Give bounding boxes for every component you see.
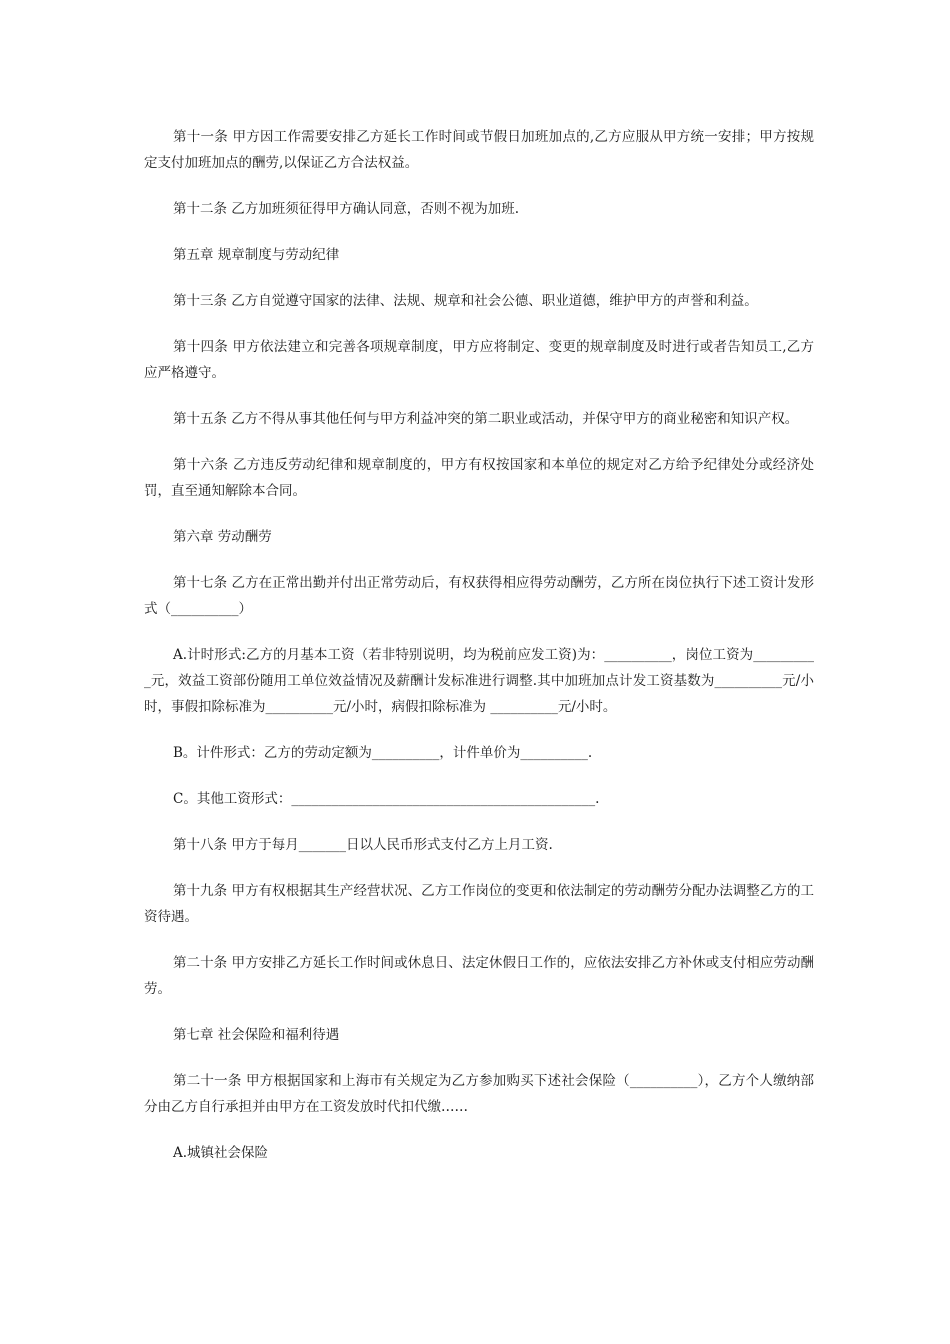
item-a-hourly-wage: A.计时形式:乙方的月基本工资（若非特别说明，均为税前应发工资)为：__________，岗位工资为__________元，效益工资部份随用工单位效益情况及薪酬计发标准进行调整.其中加班加点计发工资基数为__________元/小时，事假扣除标准为__________元/小时，病假扣除标准为 __________元/小时。	[144, 647, 814, 715]
item-a-urban-insurance: A.城镇社会保险	[173, 1145, 269, 1161]
article-19: 第十九条 甲方有权根据其生产经营状况、乙方工作岗位的变更和依法制定的劳动酬劳分配办法调整乙方的工资待遇。	[144, 883, 814, 925]
article-15: 第十五条 乙方不得从事其他任何与甲方利益冲突的第二职业或活动，并保守甲方的商业秘密和知识产权。	[173, 411, 799, 427]
chapter-6-heading: 第六章 劳动酬劳	[173, 529, 272, 545]
article-16: 第十六条 乙方违反劳动纪律和规章制度的，甲方有权按国家和本单位的规定对乙方给予纪律处分或经济处罚，直至通知解除本合同。	[144, 457, 814, 499]
article-13: 第十三条 乙方自觉遵守国家的法律、法规、规章和社会公德、职业道德，维护甲方的声誉和利益。	[173, 293, 758, 309]
chapter-5-heading: 第五章 规章制度与劳动纪律	[173, 247, 340, 263]
item-b-piece-wage: B。计件形式：乙方的劳动定额为__________，计件单价为__________.	[173, 745, 593, 761]
article-12: 第十二条 乙方加班须征得甲方确认同意，否则不视为加班.	[173, 201, 520, 217]
article-20: 第二十条 甲方安排乙方延长工作时间或休息日、法定休假日工作的，应依法安排乙方补休或支付相应劳动酬劳。	[144, 955, 814, 997]
article-11: 第十一条 甲方因工作需要安排乙方延长工作时间或节假日加班加点的,乙方应服从甲方统一安排；甲方按规定支付加班加点的酬劳,以保证乙方合法权益。	[144, 129, 814, 171]
chapter-7-heading: 第七章 社会保险和福利待遇	[173, 1027, 340, 1043]
document-body	[144, 124, 814, 1186]
item-c-other-wage: C。其他工资形式：_____________________________________________.	[173, 791, 600, 807]
article-17: 第十七条 乙方在正常出勤并付出正常劳动后，有权获得相应得劳动酬劳，乙方所在岗位执行下述工资计发形式（__________）	[144, 575, 814, 617]
article-21: 第二十一条 甲方根据国家和上海市有关规定为乙方参加购买下述社会保险（__________），乙方个人缴纳部分由乙方自行承担并由甲方在工资发放时代扣代缴……	[144, 1073, 814, 1115]
article-18: 第十八条 甲方于每月_______日以人民币形式支付乙方上月工资.	[173, 837, 553, 853]
article-14: 第十四条 甲方依法建立和完善各项规章制度，甲方应将制定、变更的规章制度及时进行或者告知员工,乙方应严格遵守。	[144, 339, 814, 381]
